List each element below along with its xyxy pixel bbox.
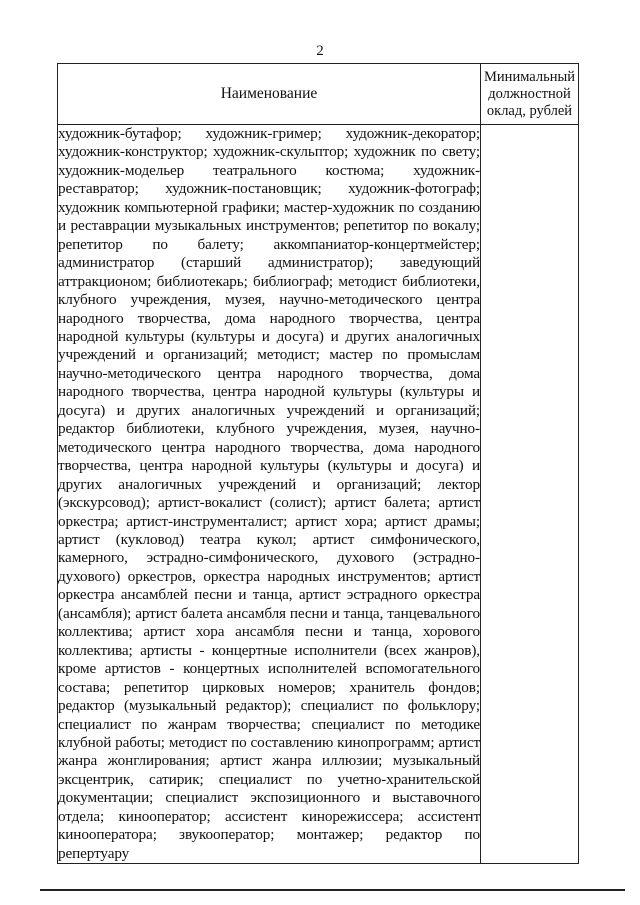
salary-cell bbox=[481, 125, 579, 864]
header-salary: Минимальный должностной оклад, рублей bbox=[481, 64, 579, 125]
positions-cell: художник-бутафор; художник-гример; художник-декоратор; художник-конструктор; художник-скульптор; художник по свету; художник-модельер театрального костюма; художник-реставратор; художник-постановщик; художник-фотограф; художник компьютерной графики; мастер-художник по созданию и реставрации музыкальных инструментов; репетитор по вокалу; репетитор по балету; аккомпаниатор-концертмейстер; администратор (старший администратор); заведующий аттракционом; библиотекарь; библиограф; методист библиотеки, клубного учреждения, музея, научно-методического центра народного творчества, дома народного творчества, центра народной культуры (культуры и досуга) и других аналогичных учреждений и организаций; методист; мастер по промыслам научно-методического центра народного творчества, дома народного творчества, центра народной культуры (культуры и досуга) и других аналогичных учреждений и организаций; редактор библиотеки, клубного учреждения, музея, научно-методического центра народного творчества, дома народного творчества, центра народной культуры (культуры и досуга) и других аналогичных учреждений и организаций; лектор (экскурсовод); артист-вокалист (солист); артист балета; артист оркестра; артист-инструменталист; артист хора; артист драмы; артист (кукловод) театра кукол; артист симфонического, камерного, эстрадно-симфонического, духового (эстрадно-духового) оркестров, оркестра народных инструментов; артист оркестра ансамблей песни и танца, артист эстрадного оркестра (ансамбля); артист балета ансамбля песни и танца, танцевального коллектива; артист хора ансамбля песни и танца, хорового коллектива; артисты - концертные исполнители (всех жанров), кроме артистов - концертных исполнителей вспомогательного состава; репетитор цирковых номеров; хранитель фондов; редактор (музыкальный редактор); специалист по фольклору; специалист по жанрам творчества; специалист по методике клубной работы; методист по составлению кинопрограмм; артист жанра жонглирования; артист жанра иллюзии; музыкальный эксцентрик, сатирик; специалист по учетно-хранительской документации; специалист экспозиционного и выставочного отдела; кинооператор; ассистент кинорежиссера; ассистент кинооператора; звукооператор; монтажер; редактор по репертуару bbox=[58, 125, 480, 862]
table-row bbox=[58, 125, 579, 864]
page-number: 2 bbox=[316, 43, 324, 59]
table-header-row bbox=[58, 64, 579, 125]
footer-divider bbox=[40, 889, 625, 891]
salary-table bbox=[57, 63, 579, 864]
header-name: Наименование bbox=[58, 64, 481, 125]
